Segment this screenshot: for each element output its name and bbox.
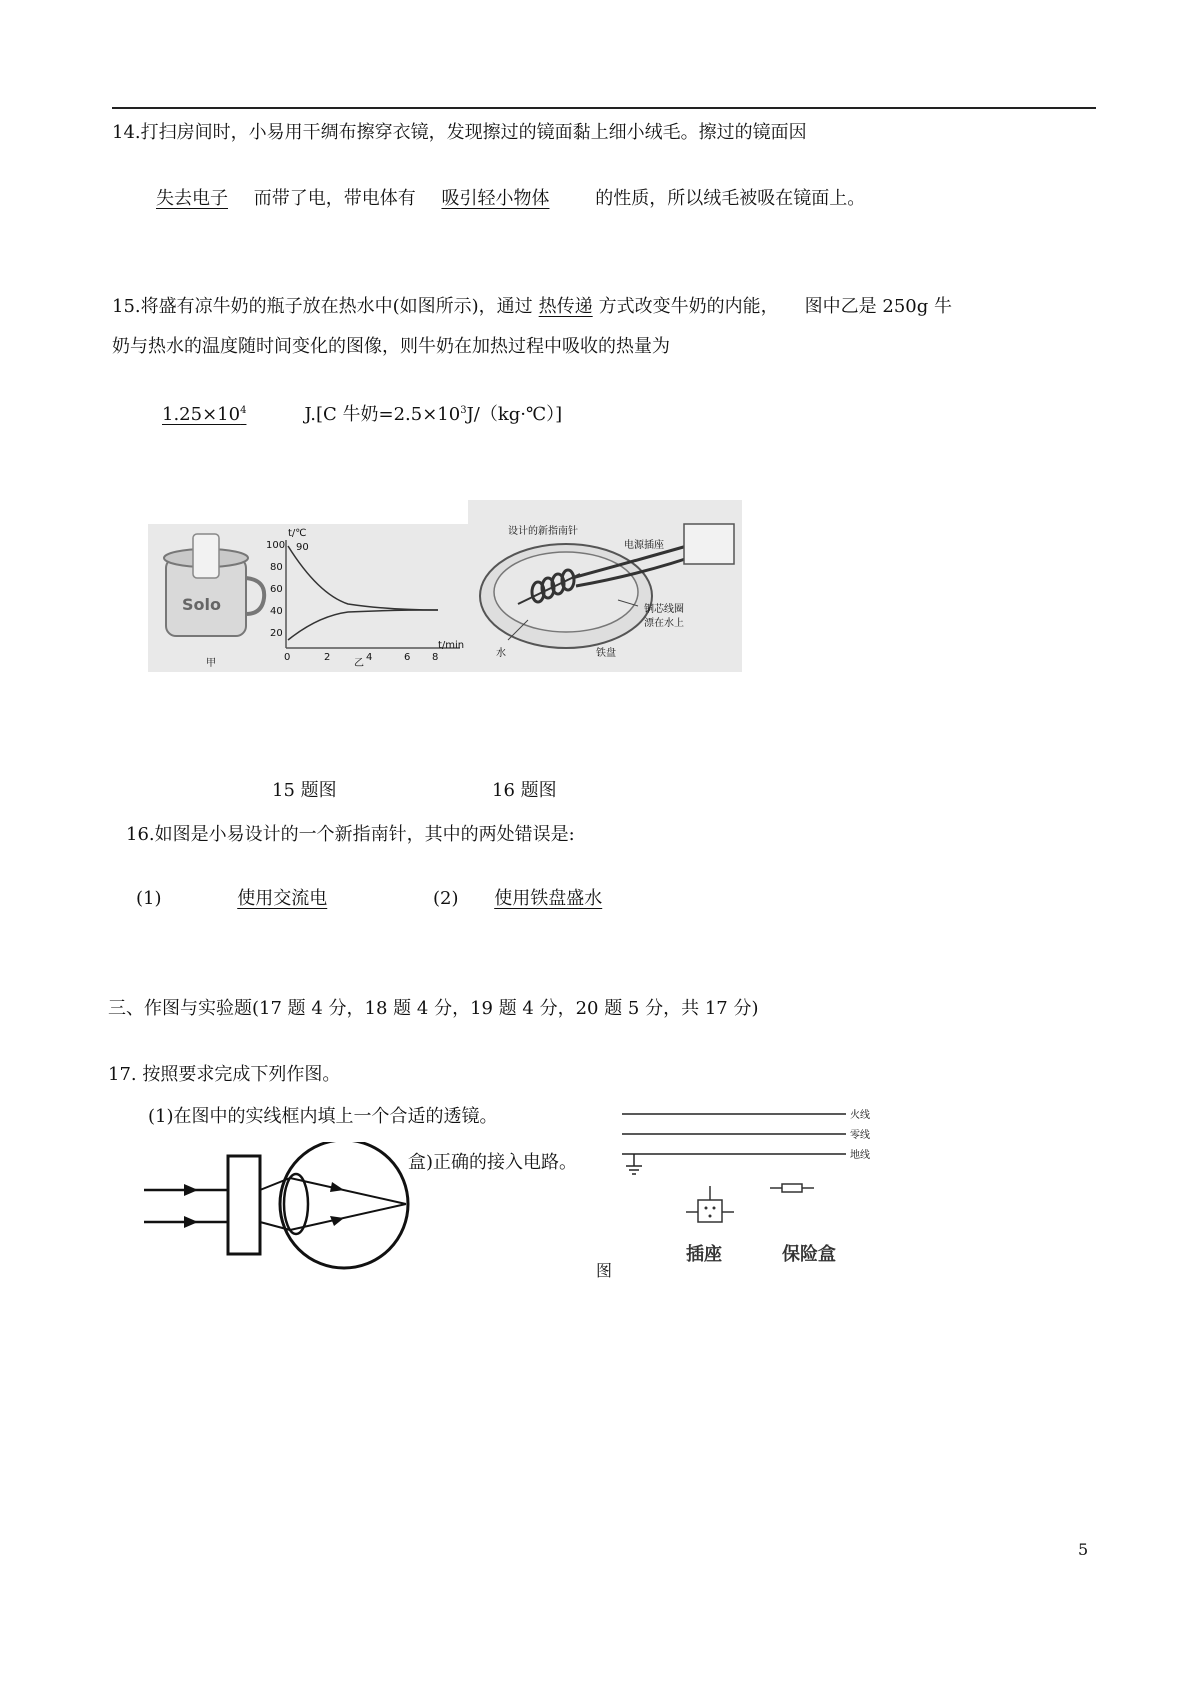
caption-16: 16 题图	[492, 780, 557, 801]
fig16-socket-label: 电源插座	[624, 540, 664, 551]
figure-17-eye	[144, 1128, 414, 1288]
q17-stem: 17. 按照要求完成下列作图。	[108, 1064, 341, 1085]
fig15-ytick: 60	[270, 584, 283, 595]
q15-text-b: 方式改变牛奶的内能，	[598, 296, 779, 317]
fuse-box-label: 保险盒	[782, 1244, 836, 1265]
svg-text:Solo: Solo	[182, 595, 221, 614]
q16-answer2: 使用铁盘盛水	[494, 888, 603, 909]
q15-unit-exp: 3	[460, 405, 467, 416]
fig16-basin-label: 铁盘	[596, 648, 616, 659]
q15-heat-exp: 4	[240, 405, 247, 416]
q15-line3	[136, 400, 562, 426]
socket-label: 插座	[686, 1244, 722, 1265]
q17-part1: (1)在图中的实线框内填上一个合适的透镜。	[148, 1106, 498, 1127]
q15-unit-end: J/（kg·℃）]	[466, 404, 563, 425]
fig15-top-value: 90	[296, 542, 309, 553]
fig15-ytick: 80	[270, 562, 283, 573]
header-rule	[112, 107, 1096, 109]
fig15-xtick: 0	[284, 652, 291, 663]
q14-line1: 14.打扫房间时，小易用干绸布擦穿衣镜，发现擦过的镜面黏上细小绒毛。擦过的镜面因	[112, 122, 807, 143]
wire-ground-label: 地线	[850, 1150, 870, 1161]
q16-label1: (1)	[136, 888, 162, 909]
figure-17-circuit-drawing	[618, 1104, 880, 1274]
q15-text-c: 图中乙是 250g 牛	[804, 296, 952, 317]
figure-16	[468, 500, 742, 672]
fig15-y-unit: t/℃	[288, 528, 307, 539]
fig15-ytick: 100	[266, 540, 286, 551]
q16-label2: (2)	[432, 888, 459, 909]
q16-stem: 16.如图是小易设计的一个新指南针，其中的两处错误是:	[126, 824, 575, 845]
q17-part2-fragment: 盒)正确的接入电路。	[408, 1152, 578, 1173]
section-3-heading: 三、作图与实验题(17 题 4 分，18 题 4 分，19 题 4 分，20 题 5 分，共 17 分)	[108, 998, 759, 1019]
figure-17-circuit	[618, 1104, 880, 1274]
q15-heat-value: 1.25×10	[162, 404, 241, 425]
q15-line2: 奶与热水的温度随时间变化的图像，则牛奶在加热过程中吸收的热量为	[112, 336, 670, 357]
figure-15	[148, 524, 468, 672]
fig15-ytick: 40	[270, 606, 283, 617]
figure-17-eye-drawing	[144, 1128, 414, 1288]
q15-answer-heat	[136, 404, 304, 425]
page-number: 5	[1078, 1540, 1089, 1559]
fig15-label-yi: 乙	[354, 658, 364, 669]
q17-stray-fragment: 图	[596, 1261, 613, 1280]
fig15-xtick: 2	[324, 652, 331, 663]
fig16-float-label: 漂在水上	[644, 618, 684, 629]
q14-mid-text: 而带了电，带电体有	[253, 188, 416, 209]
q14-answer1: 失去电子	[156, 188, 228, 209]
q16-answers	[136, 884, 650, 910]
q15-text-a: 15.将盛有凉牛奶的瓶子放在热水中(如图所示)，通过	[112, 296, 533, 317]
fig16-water-label: 水	[496, 648, 506, 659]
fig16-coil-label: 铜芯线圈	[644, 604, 684, 615]
fig15-ytick: 20	[270, 628, 283, 639]
fig15-xtick: 6	[404, 652, 411, 663]
fig15-xtick: 8	[432, 652, 439, 663]
q14-line2	[136, 184, 865, 210]
fig15-x-unit: t/min	[438, 640, 465, 651]
wire-neutral-label: 零线	[850, 1130, 870, 1141]
wire-live-label: 火线	[850, 1110, 870, 1121]
q15-unit: J.[C 牛奶=2.5×10	[304, 404, 461, 425]
fig15-xtick: 4	[366, 652, 373, 663]
caption-15: 15 题图	[272, 780, 337, 801]
q14-answer2: 吸引轻小物体	[441, 188, 550, 209]
q16-answer1: 使用交流电	[237, 888, 328, 909]
fig15-label-jia: 甲	[206, 658, 216, 669]
q15-answer-method: 热传递	[538, 296, 593, 317]
q15-line1	[112, 292, 952, 318]
fig16-title: 设计的新指南针	[508, 526, 578, 537]
q14-end-text: 的性质，所以绒毛被吸在镜面上。	[595, 188, 866, 209]
